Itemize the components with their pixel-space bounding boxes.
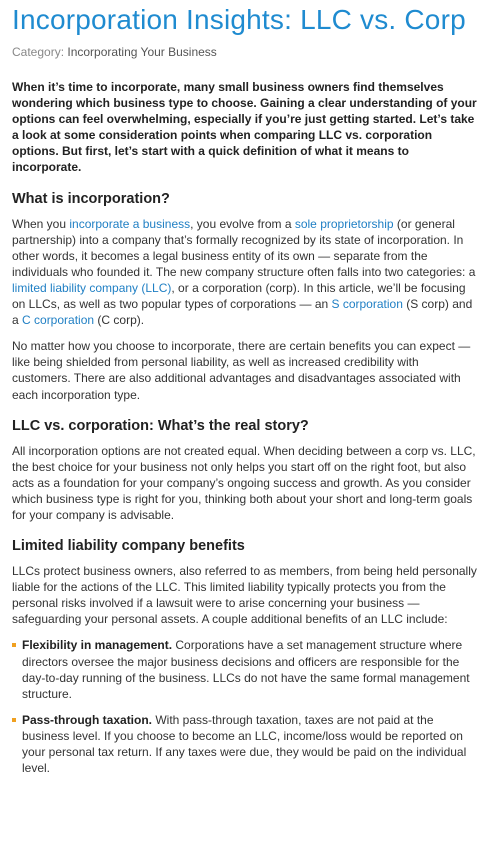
section-heading-llc-benefits: Limited liability company benefits	[12, 538, 245, 555]
llc-link[interactable]: limited liability company (LLC)	[12, 280, 172, 295]
incorporate-a-business-link[interactable]: incorporate a business	[69, 216, 191, 231]
list-item	[12, 712, 478, 776]
page-title: Incorporation Insights: LLC vs. Corp	[12, 4, 466, 35]
text-span: When you	[12, 216, 70, 231]
text-span: (or general partnership) into a company that’s formally recognized by its state of incorporation. In other words, it becomes a legal business entity of its own — separate from the individuals who founded it. The new company structure often falls into two categories: a	[12, 216, 476, 279]
intro-paragraph: When it’s time to incorporate, many small business owners find themselves wondering which business type to choose. Gaining a clear understanding of your options can feel overwhelming, especially if you’re just getting started. Let’s take a look at some consideration points when comparing LLC vs. corporation options. But first, let’s start with a quick definition of what it means to incorporate.	[12, 80, 477, 175]
section1-paragraph-1	[12, 216, 478, 329]
section3-paragraph-1: LLCs protect business owners, also referred to as members, from being held personally liable for the actions of the LLC. This limited liability typically protects you from the personal risks involved if a lawsuit were to arise concerning your business — safeguarding your personal assets. A couple additional benefits of an LLC include:	[12, 564, 477, 627]
list-item	[12, 637, 478, 701]
text-span: , or a corporation (corp). In this article, we’ll be focusing on LLCs, as well as two popular types of corporations — an	[12, 280, 466, 312]
bullet-square-icon	[12, 643, 16, 647]
bullet-title: Flexibility in management.	[22, 638, 173, 653]
s-corporation-link[interactable]: S corporation	[331, 297, 403, 312]
section-heading-llc-vs-corporation: LLC vs. corporation: What’s the real story?	[12, 417, 309, 434]
section2-paragraph-1: All incorporation options are not created equal. When deciding between a corp vs. LLC, the best choice for your business not only helps you start off on the right foot, but also acts as a foundation for your company’s ongoing success and growth. As you consider which business type is right for you, thinking both about your short and long-term goals for your company is advisable.	[12, 443, 476, 522]
benefits-list	[12, 637, 478, 776]
bullet-title: Pass-through taxation.	[22, 712, 153, 727]
text-span: (C corp).	[94, 313, 145, 328]
bullet-square-icon	[12, 718, 16, 722]
category-line	[12, 45, 478, 60]
bullet-text: Corporations have a set management structure where directors oversee the major business decisions and officers are responsible for the day-to-day running of the business. LLCs do not have the same formal management structure.	[22, 638, 470, 701]
text-span: (S corp) and a	[12, 297, 473, 328]
category-link[interactable]: Incorporating Your Business	[67, 45, 217, 59]
category-label: Category:	[12, 45, 65, 59]
sole-proprietorship-link[interactable]: sole proprietorship	[294, 216, 394, 231]
section1-paragraph-2: No matter how you choose to incorporate, there are certain benefits you can expect — like being shielded from personal liability, as well as increased credibility with customers. There are also additional advantages and disadvantages associated with each incorporation type.	[12, 339, 471, 402]
text-span: , you evolve from a	[190, 216, 295, 231]
bullet-text: With pass-through taxation, taxes are not paid at the business level. If you choose to become an LLC, income/loss would be reported on your personal tax return. If any taxes were due, they would be paid on the individual level.	[22, 712, 467, 776]
section-heading-what-is-incorporation: What is incorporation?	[12, 190, 170, 207]
c-corporation-link[interactable]: C corporation	[22, 313, 95, 328]
